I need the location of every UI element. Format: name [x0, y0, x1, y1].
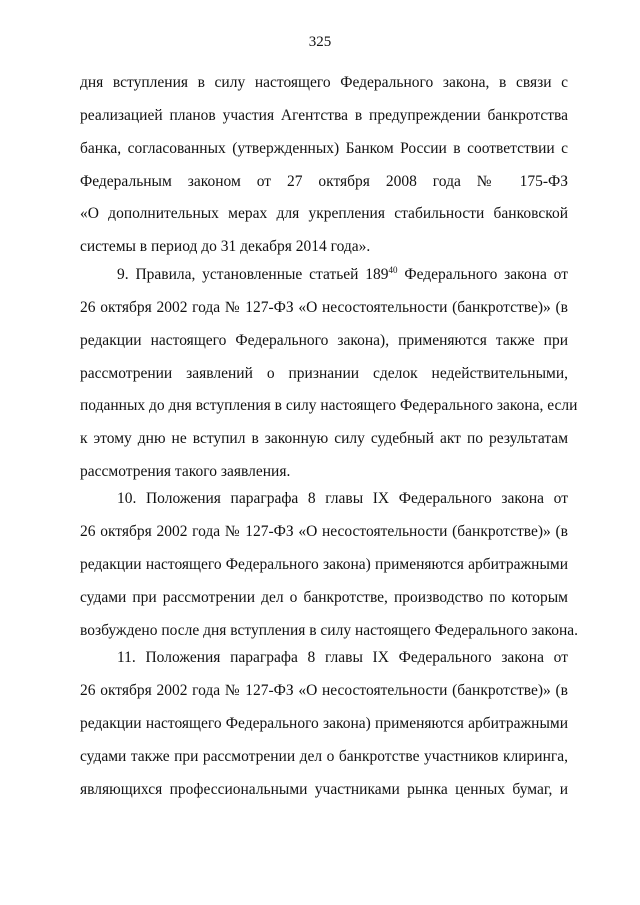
text-line: дня вступления в силу настоящего Федерального закона, в связи с	[80, 74, 568, 91]
text-line: редакции настоящего Федерального закона) применяются арбитражными	[80, 556, 568, 573]
text-line: судами при рассмотрении дел о банкротстве, производство по которым	[80, 589, 568, 606]
text-line: банка, согласованных (утвержденных) Банком России в соответствии с	[80, 140, 568, 157]
text-fragment: 9. Правила, установленные статьей 189	[117, 266, 389, 283]
text-line: реализацией планов участия Агентства в предупреждении банкротства	[80, 107, 568, 124]
text-line: редакции настоящего Федерального закона), применяются также при	[80, 332, 568, 349]
text-line: «О дополнительных мерах для укрепления стабильности банковской	[80, 205, 568, 222]
text-line: возбуждено после дня вступления в силу настоящего Федерального закона.	[80, 622, 579, 639]
page-number: 325	[308, 34, 332, 50]
text-line: судами также при рассмотрении дел о банкротстве участников клиринга,	[80, 748, 568, 765]
text-line: редакции настоящего Федерального закона) применяются арбитражными	[80, 715, 568, 732]
text-line: 26 октября 2002 года № 127-ФЗ «О несостоятельности (банкротстве)» (в	[80, 523, 568, 540]
text-line: являющихся профессиональными участниками рынка ценных бумаг, и	[80, 781, 568, 798]
text-fragment: Федерального закона от	[397, 266, 568, 283]
text-line: к этому дню не вступил в законную силу судебный акт по результатам	[80, 430, 568, 447]
text-line: рассмотрения такого заявления.	[80, 463, 291, 480]
text-line: 26 октября 2002 года № 127-ФЗ «О несостоятельности (банкротстве)» (в	[80, 299, 568, 316]
text-line: 10. Положения параграфа 8 главы IX Федерального закона от	[117, 490, 568, 507]
text-line: 11. Положения параграфа 8 главы IX Федерального закона от	[117, 649, 568, 666]
paragraph-9-first-line	[117, 265, 568, 285]
text-line: 26 октября 2002 года № 127-ФЗ «О несостоятельности (банкротстве)» (в	[80, 682, 568, 699]
text-line: Федеральным законом от 27 октября 2008 года № 175-ФЗ	[80, 173, 568, 190]
text-line: системы в период до 31 декабря 2014 года».	[80, 238, 371, 255]
text-line: рассмотрении заявлений о признании сделок недействительными,	[80, 365, 568, 382]
text-line: поданных до дня вступления в силу настоящего Федерального закона, если	[80, 397, 578, 414]
article-superscript: 40	[388, 264, 398, 275]
